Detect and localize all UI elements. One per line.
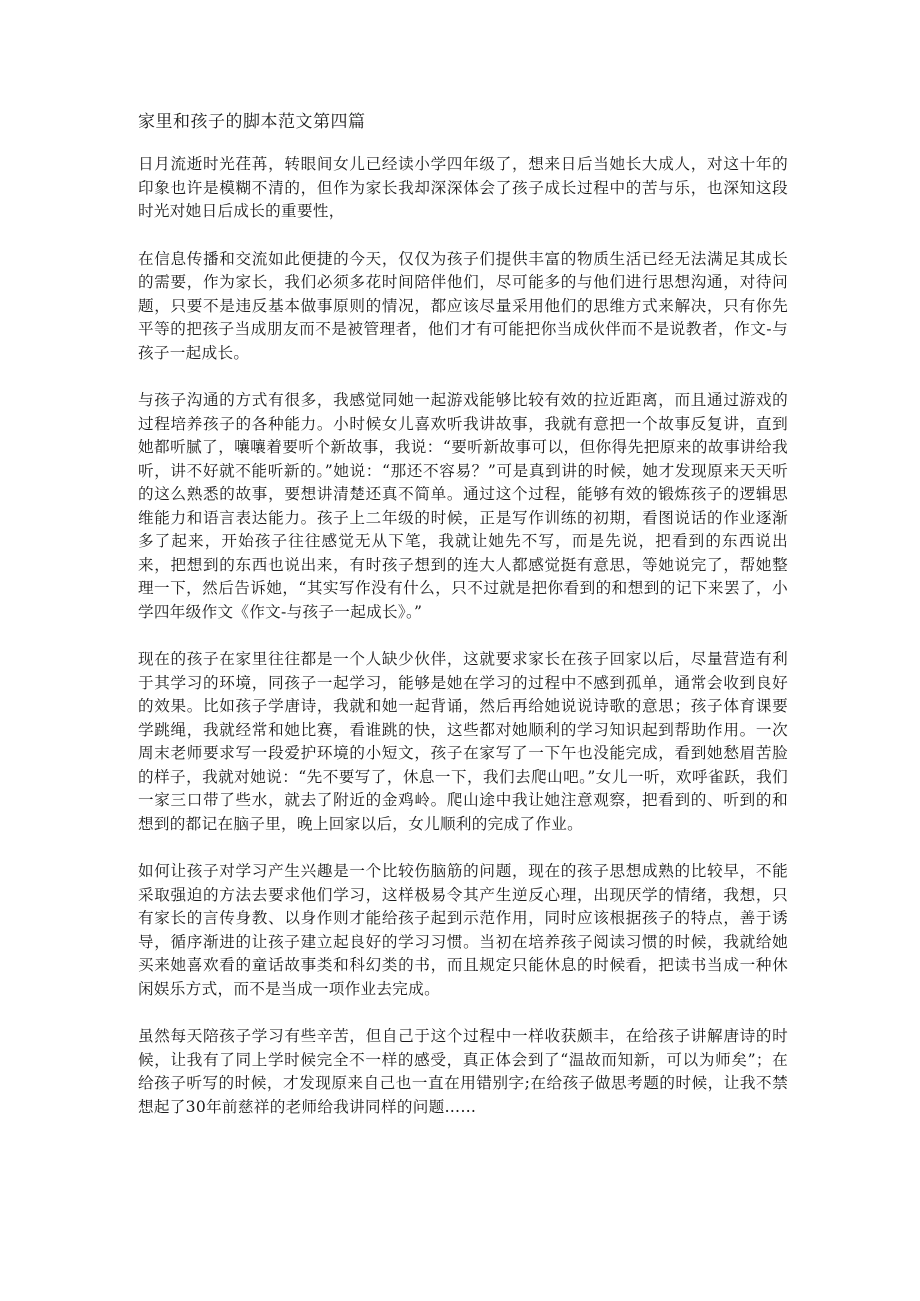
paragraph-1: 日月流逝时光荏苒，转眼间女儿已经读小学四年级了，想来日后当她长大成人，对这十年的印象也许是模糊不清的，但作为家长我却深深体会了孩子成长过程中的苦与乐，也深知这段时光对她日后成长的重要性， [138,155,788,220]
paragraph-6: 虽然每天陪孩子学习有些辛苦，但自己于这个过程中一样收获颇丰，在给孩子讲解唐诗的时候，让我有了同上学时候完全不一样的感受，真正体会到了“温故而知新，可以为师矣”；在给孩子听写的时候，才发现原来自己也一直在用错别字;在给孩子做思考题的时候，让我不禁想起了30年前慈祥的老师给我讲同样的问题…… [138,1027,788,1116]
paragraph-2: 在信息传播和交流如此便捷的今天，仅仅为孩子们提供丰富的物质生活已经无法满足其成长的需要，作为家长，我们必须多花时间陪伴他们，尽可能多的与他们进行思想沟通，对待问题，只要不是违反基本做事原则的情况，都应该尽量采用他们的思维方式来解决，只有你先平等的把孩子当成朋友而不是被管理者，他们才有可能把你当成伙伴而不是说教者，作文-与孩子一起成长。 [138,249,788,362]
paragraph-5: 如何让孩子对学习产生兴趣是一个比较伤脑筋的问题，现在的孩子思想成熟的比较早，不能采取强迫的方法去要求他们学习，这样极易令其产生逆反心理，出现厌学的情绪，我想，只有家长的言传身教、以身作则才能给孩子起到示范作用，同时应该根据孩子的特点，善于诱导，循序渐进的让孩子建立起良好的学习习惯。当初在培养孩子阅读习惯的时候，我就给她买来她喜欢看的童话故事类和科幻类的书，而且规定只能休息的时候看，把读书当成一种休闲娱乐方式，而不是当成一项作业去完成。 [138,862,788,998]
paragraph-4: 现在的孩子在家里往往都是一个人缺少伙伴，这就要求家长在孩子回家以后，尽量营造有利于其学习的环境，同孩子一起学习，能够是她在学习的过程中不感到孤单，通常会收到良好的效果。比如孩子学唐诗，我就和她一起背诵，然后再给她说说诗歌的意思；孩子体育课要学跳绳，我就经常和她比赛，看谁跳的快，这些都对她顺利的学习知识起到帮助作用。一次周末老师要求写一段爱护环境的小短文，孩子在家写了一下午也没能完成，看到她愁眉苦脸的样子，我就对她说：“先不要写了，休息一下，我们去爬山吧。”女儿一听，欢呼雀跃，我们一家三口带了些水，就去了附近的金鸡岭。爬山途中我让她注意观察，把看到的、听到的和想到的都记在脑子里，晚上回家以后，女儿顺利的完成了作业。 [138,650,788,833]
paragraph-3: 与孩子沟通的方式有很多，我感觉同她一起游戏能够比较有效的拉近距离，而且通过游戏的过程培养孩子的各种能力。小时候女儿喜欢听我讲故事，我就有意把一个故事反复讲，直到她都听腻了，嚷嚷着要听个新故事，我说：“要听新故事可以，但你得先把原来的故事讲给我听，讲不好就不能听新的。”她说：“那还不容易？”可是真到讲的时候，她才发现原来天天听的这么熟悉的故事，要想讲清楚还真不简单。通过这个过程，能够有效的锻炼孩子的逻辑思维能力和语言表达能力。孩子上二年级的时候，正是写作训练的初期，看图说话的作业逐渐多了起来，开始孩子往往感觉无从下笔，我就让她先不写，而是先说，把看到的东西说出来，把想到的东西也说出来，有时孩子想到的连大人都感觉挺有意思，等她说完了，帮她整理一下，然后告诉她，“其实写作没有什么，只不过就是把你看到的和想到的记下来罢了，小学四年级作文《作文-与孩子一起成长》。” [138,391,788,621]
document-title: 家里和孩子的脚本范文第四篇 [138,112,366,132]
document-body [138,110,788,1143]
